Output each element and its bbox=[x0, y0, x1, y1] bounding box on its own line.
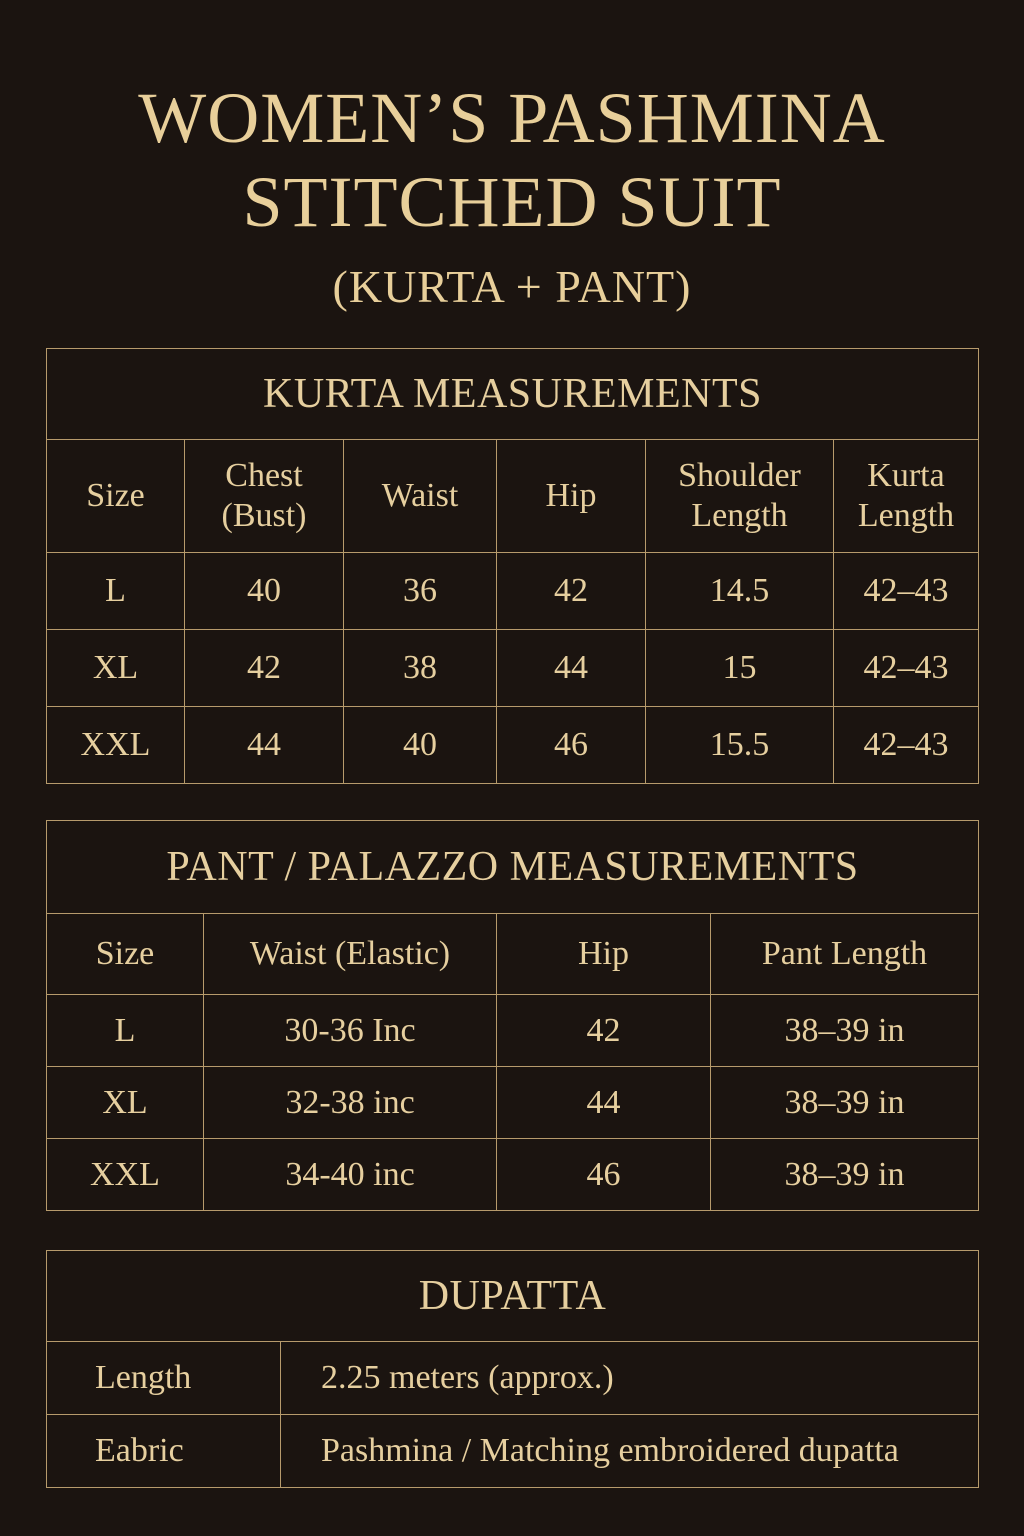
kurta-col-size: Size bbox=[47, 440, 185, 553]
pant-cell: XL bbox=[47, 1067, 204, 1139]
kurta-col-kurta-length: Kurta Length bbox=[834, 440, 979, 553]
kurta-cell: 42–43 bbox=[834, 707, 979, 784]
kurta-col-shoulder-length: Shoulder Length bbox=[646, 440, 834, 553]
kurta-cell: 14.5 bbox=[646, 553, 834, 630]
page-title-line-1: WOMEN’S PASHMINA bbox=[138, 78, 886, 158]
table-row bbox=[47, 553, 979, 630]
pant-cell: 38–39 in bbox=[711, 1067, 979, 1139]
page-subtitle: (KURTA + PANT) bbox=[332, 261, 692, 312]
kurta-cell: 46 bbox=[497, 707, 646, 784]
kurta-cell: XXL bbox=[47, 707, 185, 784]
pant-cell: L bbox=[47, 995, 204, 1067]
pant-cell: 42 bbox=[497, 995, 711, 1067]
dupatta-section-heading: DUPATTA bbox=[47, 1251, 979, 1342]
dupatta-value: Pashmina / Matching embroidered dupatta bbox=[281, 1415, 979, 1488]
dupatta-label: Length bbox=[47, 1342, 281, 1415]
table-row bbox=[47, 1342, 979, 1415]
pant-cell: 38–39 in bbox=[711, 1139, 979, 1211]
kurta-cell: 40 bbox=[344, 707, 497, 784]
pant-cell: 38–39 in bbox=[711, 995, 979, 1067]
pant-cell: 34-40 inc bbox=[204, 1139, 497, 1211]
kurta-cell: XL bbox=[47, 630, 185, 707]
pant-col-hip: Hip bbox=[497, 914, 711, 995]
kurta-col-hip: Hip bbox=[497, 440, 646, 553]
kurta-section-heading: KURTA MEASUREMENTS bbox=[47, 349, 979, 440]
dupatta-value: 2.25 meters (approx.) bbox=[281, 1342, 979, 1415]
kurta-cell: 42–43 bbox=[834, 630, 979, 707]
dupatta-table bbox=[46, 1250, 979, 1488]
dupatta-label: Eabric bbox=[47, 1415, 281, 1488]
kurta-col-chest: Chest (Bust) bbox=[185, 440, 344, 553]
kurta-cell: 36 bbox=[344, 553, 497, 630]
pant-measurements-table bbox=[46, 820, 979, 1211]
kurta-cell: 15 bbox=[646, 630, 834, 707]
table-row bbox=[47, 995, 979, 1067]
pant-section-heading: PANT / PALAZZO MEASUREMENTS bbox=[47, 821, 979, 914]
pant-cell: 46 bbox=[497, 1139, 711, 1211]
kurta-cell: 42–43 bbox=[834, 553, 979, 630]
page-title-line-2: STITCHED SUIT bbox=[242, 162, 782, 242]
table-row bbox=[47, 1415, 979, 1488]
table-row bbox=[47, 1067, 979, 1139]
kurta-col-waist: Waist bbox=[344, 440, 497, 553]
kurta-cell: 44 bbox=[185, 707, 344, 784]
pant-col-length: Pant Length bbox=[711, 914, 979, 995]
kurta-cell: 42 bbox=[185, 630, 344, 707]
kurta-cell: 44 bbox=[497, 630, 646, 707]
kurta-cell: 15.5 bbox=[646, 707, 834, 784]
kurta-cell: 42 bbox=[497, 553, 646, 630]
pant-col-waist: Waist (Elastic) bbox=[204, 914, 497, 995]
kurta-cell: L bbox=[47, 553, 185, 630]
pant-cell: 32-38 inc bbox=[204, 1067, 497, 1139]
pant-cell: 44 bbox=[497, 1067, 711, 1139]
kurta-measurements-table bbox=[46, 348, 979, 784]
table-row bbox=[47, 1139, 979, 1211]
pant-cell: XXL bbox=[47, 1139, 204, 1211]
table-row bbox=[47, 630, 979, 707]
pant-col-size: Size bbox=[47, 914, 204, 995]
kurta-cell: 40 bbox=[185, 553, 344, 630]
table-row bbox=[47, 707, 979, 784]
kurta-cell: 38 bbox=[344, 630, 497, 707]
pant-cell: 30-36 Inc bbox=[204, 995, 497, 1067]
